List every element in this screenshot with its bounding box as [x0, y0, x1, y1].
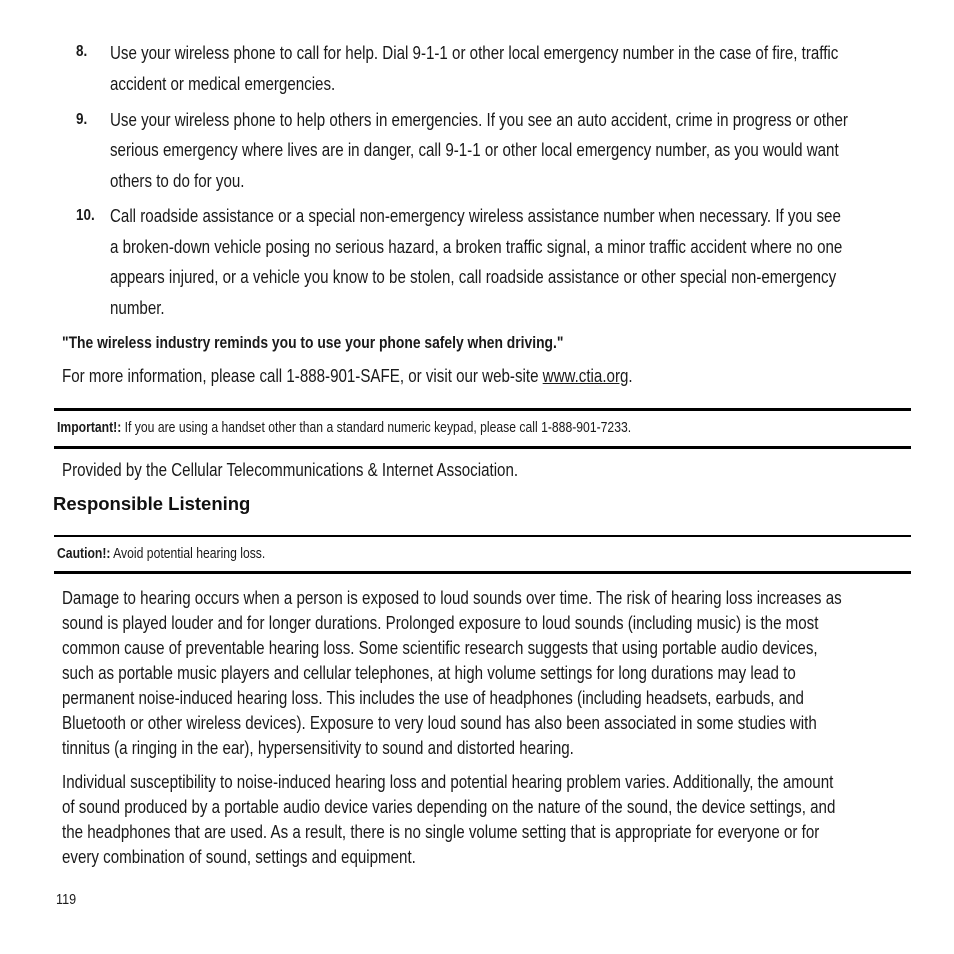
paragraph-line: permanent noise-induced hearing loss. This includes the use of headphones (including headsets, earbuds, and: [62, 688, 804, 708]
important-text: If you are using a handset other than a standard numeric keypad, please call 1-888-901-7233.: [121, 420, 632, 436]
list-item-line: Use your wireless phone to call for help. Dial 9-1-1 or other local emergency number in the case of fire, traffic: [110, 43, 839, 63]
page-number: 119: [56, 891, 77, 908]
list-number: 8.: [76, 43, 88, 60]
paragraph-line: the headphones that are used. As a result, there is no single volume setting that is appropriate for everyone or for: [62, 822, 820, 842]
important-note: [57, 420, 631, 436]
list-number: 10.: [76, 207, 95, 224]
caution-note: [57, 546, 265, 562]
provided-by: Provided by the Cellular Telecommunications & Internet Association.: [62, 460, 519, 480]
list-item-line: Call roadside assistance or a special non-emergency wireless assistance number when necessary. If you see: [110, 206, 841, 226]
paragraph-line: Individual susceptibility to noise-induced hearing loss and potential hearing problem varies. Additionally, the amount: [62, 772, 834, 792]
list-item-line: serious emergency where lives are in danger, call 9-1-1 or other local emergency number, as you would want: [110, 140, 839, 160]
caution-text: Avoid potential hearing loss.: [110, 546, 266, 562]
list-item-line: appears injured, or a vehicle you know to be stolen, call roadside assistance or other special non-emergency: [110, 267, 837, 287]
divider: [54, 571, 911, 574]
important-label: Important!:: [57, 420, 122, 436]
section-heading: Responsible Listening: [53, 493, 251, 514]
paragraph-line: common cause of preventable hearing loss. Some scientific research suggests that using portable audio devices,: [62, 638, 818, 658]
ctia-link[interactable]: www.ctia.org: [542, 366, 629, 386]
paragraph-line: such as portable music players and cellular telephones, at high volume settings for long durations may lead to: [62, 663, 796, 683]
caution-label: Caution!:: [57, 546, 111, 562]
paragraph-line: of sound produced by a portable audio device varies depending on the nature of the sound, the device settings, and: [62, 797, 836, 817]
list-number: 9.: [76, 111, 88, 128]
paragraph-line: every combination of sound, settings and equipment.: [62, 847, 416, 867]
divider: [54, 446, 911, 449]
divider: [54, 535, 911, 537]
paragraph-line: sound is played louder and for longer durations. Prolonged exposure to loud sounds (including music) is the most: [62, 613, 819, 633]
paragraph-line: tinnitus (a ringing in the ear), hypersensitivity to sound and distorted hearing.: [62, 738, 574, 758]
paragraph-line: Bluetooth or other wireless devices). Exposure to very loud sound has also been associated in some studies with: [62, 713, 817, 733]
list-item-line: others to do for you.: [110, 171, 245, 191]
list-item-line: Use your wireless phone to help others in emergencies. If you see an auto accident, crime in progress or other: [110, 110, 848, 130]
list-item-line: a broken-down vehicle posing no serious hazard, a broken traffic signal, a minor traffic accident where no one: [110, 237, 843, 257]
list-item-line: accident or medical emergencies.: [110, 74, 336, 94]
list-item-line: number.: [110, 298, 165, 318]
info-suffix: .: [628, 366, 633, 386]
info-line: [62, 366, 633, 387]
paragraph-line: Damage to hearing occurs when a person is exposed to loud sounds over time. The risk of hearing loss increases as: [62, 588, 842, 608]
divider: [54, 408, 911, 411]
info-prefix: For more information, please call 1-888-901-SAFE, or visit our web-site: [62, 366, 543, 386]
safety-quote: "The wireless industry reminds you to use your phone safely when driving.": [62, 334, 564, 352]
